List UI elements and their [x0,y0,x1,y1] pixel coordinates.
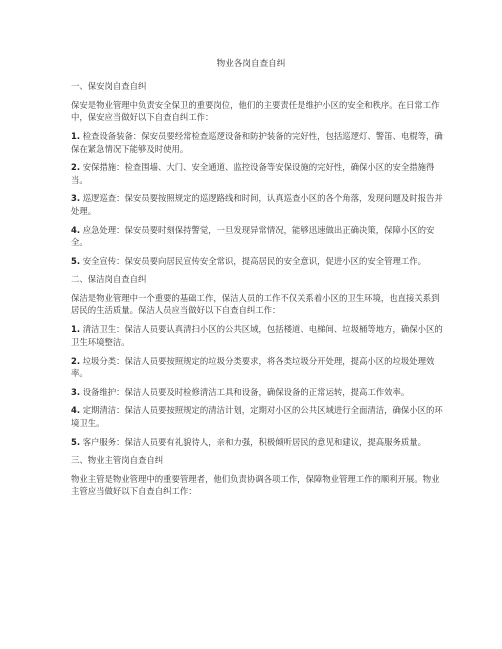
item-text: 安保措施：检查围墙、大门、安全通道、监控设备等安保设施的完好性，确保小区的安全措施得当。 [71,162,435,185]
item-number: 4. [71,224,81,235]
item-number: 2. [71,162,81,173]
item-text: 定期清洁：保洁人员要按照规定的清洁计划，定期对小区的公共区域进行全面清洁，确保小区的环境卫生。 [71,405,443,428]
list-item [71,224,443,249]
section-intro: 物业主管是物业管理中的重要管理者，他们负责协调各项工作，保障物业管理工作的顺利开展。物业主管应当做好以下自查自纠工作： [71,474,440,497]
item-number: 5. [71,436,81,447]
section-intro: 保洁是物业管理中一个重要的基础工作，保洁人员的工作不仅关系着小区的卫生环境，也直接关系到居民的生活质量。保洁人员应当做好以下自查自纠工作： [71,293,440,316]
section-heading: 二、保洁岗自查自纠 [71,274,147,285]
section-heading: 三、物业主管岗自查自纠 [71,455,164,466]
section-supervisor [71,454,443,497]
item-text: 垃圾分类：保洁人员要按照规定的垃圾分类要求，将各类垃圾分开处理，提高小区的垃圾处理效率。 [71,355,435,379]
item-text: 检查设备装备：保安员要经常检查巡逻设备和防护装备的完好性，包括巡逻灯、警笛、电棍等，确保在紧急情况下能够及时使用。 [71,131,443,154]
item-text: 设备维护：保洁人员要及时检修清洁工具和设备，确保设备的正常运转，提高工作效率。 [82,386,410,397]
item-number: 1. [71,131,81,141]
item-number: 1. [71,324,81,335]
section-cleaning [71,273,443,448]
item-number: 3. [71,193,81,204]
list-item [71,323,443,348]
list-item [71,255,443,268]
item-text: 清洁卫生：保洁人员要认真清扫小区的公共区域，包括楼道、电梯间、垃圾桶等地方，确保小区的卫生环境整洁。 [71,324,443,347]
item-text: 客户服务：保洁人员要有礼貌待人，亲和力强，积极倾听居民的意见和建议，提高服务质量。 [82,436,427,447]
item-number: 2. [71,355,81,366]
section-heading: 一、保安岗自查自纠 [71,81,147,91]
item-number: 4. [71,405,81,416]
list-item [71,192,443,217]
item-number: 3. [71,386,81,397]
list-item [71,130,443,155]
list-item [71,404,443,429]
section-security [71,80,443,267]
document-title: 物业各岗自查自纠 [216,59,286,69]
document-body [71,80,443,504]
item-text: 安全宣传：保安员要向居民宣传安全常识，提高居民的安全意识，促进小区的安全管理工作。 [82,255,427,266]
item-text: 巡逻巡查：保安员要按照规定的巡逻路线和时间，认真巡查小区的各个角落，发现问题及时报告并处理。 [71,193,443,216]
list-item [71,355,443,380]
list-item [71,161,443,186]
list-item [71,386,443,399]
section-intro: 保安是物业管理中负责安全保卫的重要岗位，他们的主要责任是维护小区的安全和秩序。在日常工作中，保安应当做好以下自查自纠工作： [71,100,440,122]
item-number: 5. [71,255,81,266]
list-item [71,436,443,449]
item-text: 应急处理：保安员要时刻保持警觉，一旦发现异常情况，能够迅速做出正确决策，保障小区的安全。 [71,224,435,248]
